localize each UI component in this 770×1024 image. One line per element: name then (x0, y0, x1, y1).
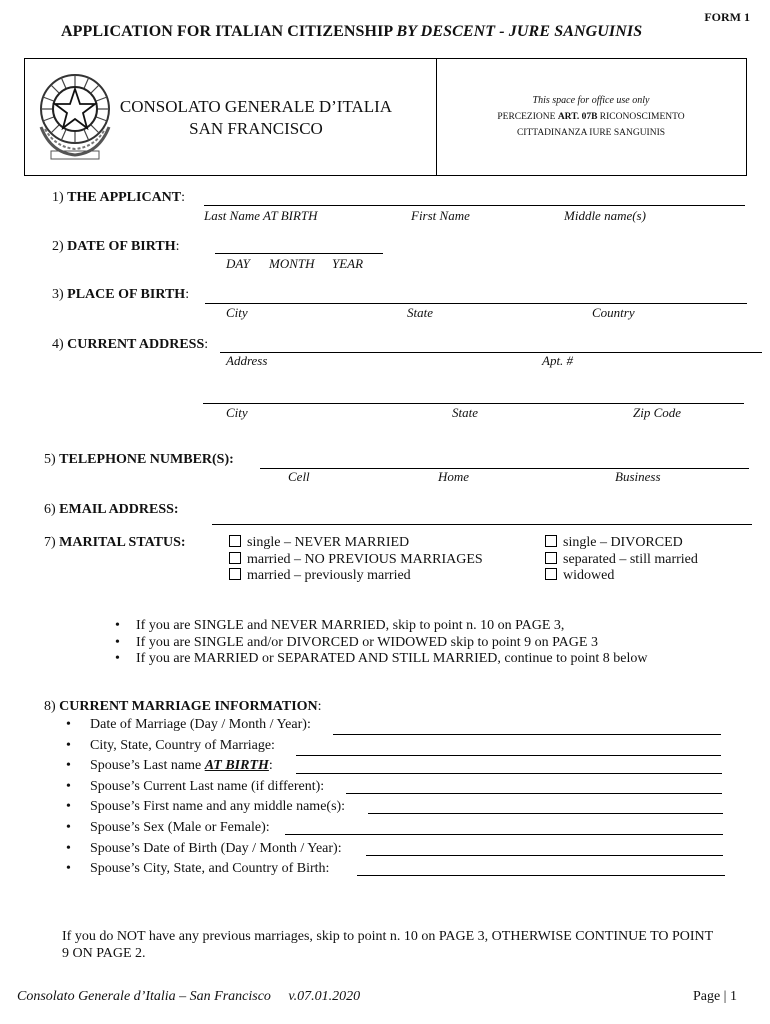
address-label (52, 337, 208, 353)
applicant-label-text: THE APPLICANT (67, 190, 182, 205)
office-line2-bold: ART. 07B (557, 112, 598, 122)
dob-input-line[interactable] (215, 253, 383, 254)
marriage-label (44, 699, 322, 715)
marriage-item-label: Spouse’s Sex (Male or Female): (90, 819, 270, 835)
marital-num: 7) (44, 535, 60, 550)
marriage-item-label: Spouse’s City, State, and Country of Birth: (90, 861, 330, 877)
option-label: widowed (563, 568, 615, 583)
option-married-previously[interactable] (229, 568, 483, 585)
email-num: 6) (44, 502, 60, 517)
marital-label-text: MARITAL STATUS: (59, 535, 186, 550)
pob-input-line[interactable] (205, 303, 747, 304)
applicant-sub-middle-name: Middle name(s) (564, 208, 646, 223)
option-widowed[interactable] (545, 568, 698, 585)
marriage-label-text: CURRENT MARRIAGE INFORMATION (59, 699, 318, 714)
office-use-box (437, 93, 745, 141)
dob-sub-day: DAY (226, 256, 250, 271)
applicant-sub-last-name: Last Name AT BIRTH (204, 208, 318, 223)
address-label-text: CURRENT ADDRESS (67, 337, 205, 352)
consulate-line1: CONSOLATO GENERALE D’ITALIA (119, 97, 393, 116)
option-separated[interactable] (545, 552, 698, 569)
applicant-colon: : (181, 190, 186, 205)
marriage-item-label (90, 758, 273, 774)
address-sub-city: City (226, 405, 248, 420)
applicant-label (52, 190, 185, 206)
applicant-sub-first-name: First Name (411, 208, 470, 223)
pob-sub-city: City (226, 305, 248, 320)
dob-num: 2) (52, 239, 68, 254)
form-number: FORM 1 (704, 10, 750, 24)
dob-sub-year: YEAR (332, 256, 364, 271)
checkbox[interactable] (229, 535, 241, 547)
phone-sub-home: Home (438, 469, 470, 484)
phone-input-line[interactable] (260, 468, 749, 469)
checkbox[interactable] (545, 568, 557, 580)
instructions-list (136, 618, 648, 668)
option-label: single – DIVORCED (563, 535, 683, 550)
option-label: separated – still married (563, 551, 698, 567)
checkbox[interactable] (545, 535, 557, 547)
spouse-dob-input-line[interactable] (366, 855, 723, 856)
phone-label-text: TELEPHONE NUMBER(S): (59, 452, 234, 467)
dob-sub-month: MONTH (269, 256, 315, 271)
pob-label-text: PLACE OF BIRTH (67, 287, 186, 302)
spouse-first-name-input-line[interactable] (368, 813, 723, 814)
checkbox[interactable] (229, 568, 241, 580)
address-num: 4) (52, 337, 68, 352)
consulate-name (111, 96, 401, 140)
at-birth-emphasis: AT BIRTH (204, 758, 269, 774)
spouse-birthplace-input-line[interactable] (357, 875, 725, 876)
marriage-colon: : (317, 699, 322, 714)
marriage-item-label: Spouse’s First name and any middle name(s): (90, 799, 346, 815)
spouse-last-name-input-line[interactable] (296, 773, 722, 774)
address-colon: : (204, 337, 209, 352)
title-italic: BY DESCENT - JURE SANGUINIS (396, 23, 643, 40)
address-sub-state: State (452, 405, 478, 420)
title-plain: APPLICATION FOR ITALIAN CITIZENSHIP (61, 23, 397, 40)
office-use-caption: This space for office use only (532, 95, 650, 106)
checkbox[interactable] (229, 552, 241, 564)
option-label: single – NEVER MARRIED (247, 535, 410, 550)
spouse-sex-input-line[interactable] (285, 834, 723, 835)
pob-label (52, 287, 189, 303)
marriage-place-input-line[interactable] (296, 755, 721, 756)
email-input-line[interactable] (212, 524, 752, 525)
option-label: married – previously married (247, 568, 411, 583)
marital-options-left (229, 535, 483, 585)
instruction-item: • If you are SINGLE and/or DIVORCED or WIDOWED skip to point 9 on PAGE 3 (136, 635, 648, 652)
phone-sub-business: Business (615, 469, 661, 484)
marriage-item-label: Spouse’s Date of Birth (Day / Month / Year): (90, 840, 342, 856)
phone-sub-cell: Cell (288, 469, 310, 484)
phone-num: 5) (44, 452, 60, 467)
marriage-item-label: Spouse’s Current Last name (if different): (90, 778, 325, 794)
header-box (24, 58, 747, 176)
dob-colon: : (175, 239, 180, 254)
email-label-text: EMAIL ADDRESS: (59, 502, 179, 517)
italian-emblem-icon (31, 67, 119, 163)
address-city-input-line[interactable] (203, 403, 744, 404)
skip-note: If you do NOT have any previous marriages, skip to point n. 10 on PAGE 3, OTHERWISE CONTINUE TO POINT 9 ON PAGE 2. (62, 929, 713, 961)
instruction-item: • If you are MARRIED or SEPARATED AND STILL MARRIED, continue to point 8 below (136, 651, 648, 668)
pob-sub-state: State (407, 305, 433, 320)
applicant-input-line[interactable] (204, 205, 745, 206)
footer-left: Consolato Generale d’Italia – San Francisco v.07.01.2020 (17, 989, 361, 1004)
pob-sub-country: Country (592, 305, 635, 320)
option-label: married – NO PREVIOUS MARRIAGES (247, 551, 483, 567)
page-title (61, 23, 642, 41)
marriage-item-label: Date of Marriage (Day / Month / Year): (90, 717, 311, 732)
instruction-item: • If you are SINGLE and NEVER MARRIED, skip to point n. 10 on PAGE 3, (136, 618, 648, 635)
marriage-item-label: City, State, Country of Marriage: (90, 737, 275, 753)
page-number: Page | 1 (692, 989, 737, 1004)
spouse-current-last-name-input-line[interactable] (346, 793, 722, 794)
applicant-num: 1) (52, 190, 68, 205)
dob-label (52, 239, 179, 255)
office-line2-pre: PERCEZIONE (497, 112, 558, 122)
address-sub-address: Address (226, 353, 268, 368)
option-married-no-previous[interactable] (229, 552, 483, 569)
spouse-last-name-text: Spouse’s Last name (90, 758, 205, 774)
phone-label (44, 452, 234, 468)
option-divorced[interactable] (545, 535, 698, 552)
email-label (44, 502, 179, 518)
pob-num: 3) (52, 287, 68, 302)
office-use-line2 (437, 109, 745, 125)
marriage-date-input-line[interactable] (333, 734, 721, 735)
consulate-line2: SAN FRANCISCO (189, 119, 323, 138)
marital-options-right (545, 535, 698, 585)
marital-label (44, 535, 186, 551)
option-never-married[interactable] (229, 535, 483, 552)
pob-colon: : (185, 287, 190, 302)
office-use-line3: CITTADINANZA IURE SANGUINIS (516, 128, 666, 138)
address-sub-apt: Apt. # (542, 353, 574, 368)
dob-label-text: DATE OF BIRTH (67, 239, 176, 254)
checkbox[interactable] (545, 552, 557, 564)
marriage-num: 8) (44, 699, 60, 714)
address-sub-zip: Zip Code (633, 405, 682, 420)
address-input-line[interactable] (220, 352, 762, 353)
office-line2-post: RICONOSCIMENTO (597, 112, 685, 122)
at-birth-colon: : (268, 758, 273, 774)
